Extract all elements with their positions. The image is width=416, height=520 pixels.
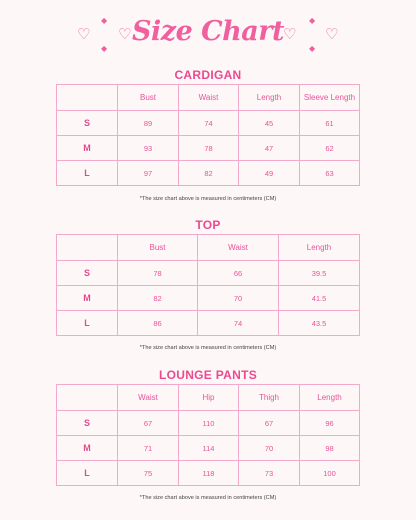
size-label: M	[57, 286, 118, 311]
table-cell: 67	[118, 411, 179, 436]
column-header	[57, 85, 118, 111]
column-header: Waist	[118, 385, 179, 411]
table-cell: 47	[239, 136, 300, 161]
table-row	[57, 261, 360, 286]
column-header: Bust	[118, 235, 198, 261]
table-cell: 100	[300, 461, 360, 486]
table-cell: 70	[239, 436, 300, 461]
table-row	[57, 111, 360, 136]
table-cell: 114	[179, 436, 239, 461]
table-cell: 61	[300, 111, 360, 136]
size-label: S	[57, 411, 118, 436]
size-label: L	[57, 461, 118, 486]
section-title-cardigan: CARDIGAN	[174, 68, 242, 82]
table-cell: 73	[239, 461, 300, 486]
column-header: Bust	[118, 85, 179, 111]
size-label: L	[57, 161, 118, 186]
table-cell: 43.5	[279, 311, 360, 336]
table-cell: 74	[179, 111, 239, 136]
table-cell: 93	[118, 136, 179, 161]
size-label: S	[57, 111, 118, 136]
column-header: Length	[239, 85, 300, 111]
page-title: Size Chart	[132, 16, 284, 47]
table-cell: 45	[239, 111, 300, 136]
table-row	[57, 136, 360, 161]
table-row	[57, 311, 360, 336]
table-cell: 41.5	[279, 286, 360, 311]
measurement-note: *The size chart above is measured in centimeters (CM)	[139, 345, 277, 351]
table-cell: 96	[300, 411, 360, 436]
table-cell: 62	[300, 136, 360, 161]
table-row	[57, 411, 360, 436]
section-title-lounge-pants: LOUNGE PANTS	[158, 368, 258, 382]
cardigan-size-table	[56, 84, 360, 186]
table-header-row	[57, 385, 360, 411]
measurement-note: *The size chart above is measured in centimeters (CM)	[139, 495, 277, 501]
size-label: M	[57, 136, 118, 161]
lounge-pants-size-table	[56, 384, 360, 486]
table-cell: 98	[300, 436, 360, 461]
table-row	[57, 461, 360, 486]
header	[0, 0, 416, 62]
table-cell: 49	[239, 161, 300, 186]
table-cell: 82	[179, 161, 239, 186]
table-cell: 89	[118, 111, 179, 136]
table-header-row	[57, 235, 360, 261]
sparkle-icon: ◆	[101, 16, 108, 25]
table-cell: 71	[118, 436, 179, 461]
sparkle-icon: ◆	[309, 44, 316, 53]
table-header-row	[57, 85, 360, 111]
table-cell: 97	[118, 161, 179, 186]
top-size-table	[56, 234, 360, 336]
table-cell: 82	[118, 286, 198, 311]
table-cell: 66	[198, 261, 279, 286]
column-header	[57, 385, 118, 411]
table-row	[57, 436, 360, 461]
table-cell: 75	[118, 461, 179, 486]
column-header: Waist	[179, 85, 239, 111]
table-cell: 63	[300, 161, 360, 186]
sparkle-icon: ◆	[101, 44, 108, 53]
table-cell: 39.5	[279, 261, 360, 286]
table-cell: 78	[179, 136, 239, 161]
column-header	[57, 235, 118, 261]
table-row	[57, 161, 360, 186]
heart-icon: ♡	[118, 25, 132, 43]
column-header: Length	[300, 385, 360, 411]
table-cell: 70	[198, 286, 279, 311]
sparkle-icon: ◆	[309, 16, 316, 25]
size-label: S	[57, 261, 118, 286]
size-label: L	[57, 311, 118, 336]
table-cell: 86	[118, 311, 198, 336]
table-cell: 67	[239, 411, 300, 436]
table-row	[57, 286, 360, 311]
table-cell: 78	[118, 261, 198, 286]
column-header: Hip	[179, 385, 239, 411]
column-header: Waist	[198, 235, 279, 261]
table-cell: 74	[198, 311, 279, 336]
section-title-top: TOP	[195, 218, 221, 232]
column-header: Thigh	[239, 385, 300, 411]
table-cell: 110	[179, 411, 239, 436]
column-header: Length	[279, 235, 360, 261]
heart-icon: ♡	[325, 25, 339, 43]
heart-icon: ♡	[283, 25, 297, 43]
measurement-note: *The size chart above is measured in centimeters (CM)	[139, 196, 277, 202]
column-header: Sleeve Length	[300, 85, 360, 111]
table-cell: 118	[179, 461, 239, 486]
heart-icon: ♡	[77, 25, 91, 43]
size-label: M	[57, 436, 118, 461]
